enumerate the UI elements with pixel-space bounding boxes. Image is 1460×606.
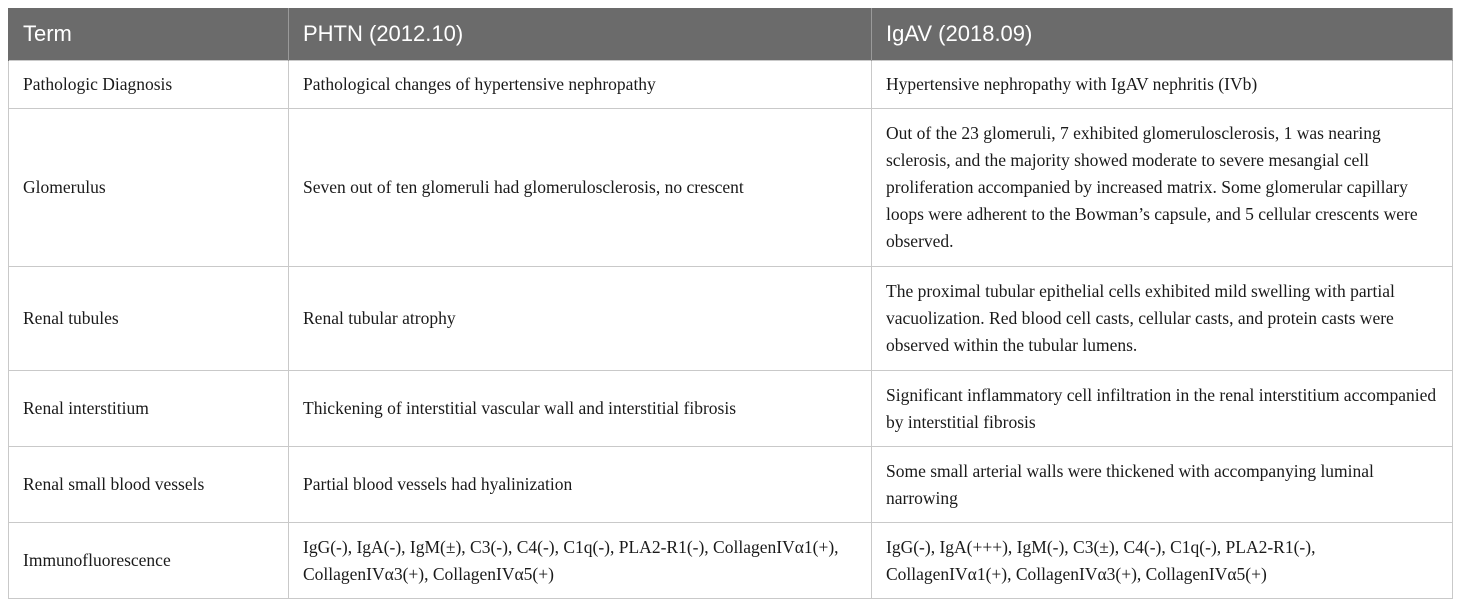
igav-cell: The proximal tubular epithelial cells exhibited mild swelling with partial vacuolization. Red blood cell casts, cellular casts, and protein casts were observed within the tubular lumens. [872,267,1453,371]
phtn-cell: Pathological changes of hypertensive nephropathy [289,61,872,109]
phtn-cell: IgG(-), IgA(-), IgM(±), C3(-), C4(-), C1q(-), PLA2-R1(-), CollagenIVα1(+), CollagenIVα3(+), CollagenIVα5(+) [289,523,872,599]
comparison-table [8,8,1453,599]
phtn-cell: Thickening of interstitial vascular wall and interstitial fibrosis [289,371,872,447]
comparison-table-container [8,8,1452,599]
phtn-cell: Renal tubular atrophy [289,267,872,371]
term-cell: Immunofluorescence [9,523,289,599]
igav-cell: IgG(-), IgA(+++), IgM(-), C3(±), C4(-), C1q(-), PLA2-R1(-), CollagenIVα1(+), CollagenIVα3(+), CollagenIVα5(+) [872,523,1453,599]
igav-cell: Out of the 23 glomeruli, 7 exhibited glomerulosclerosis, 1 was nearing sclerosis, and the majority showed moderate to severe mesangial cell proliferation accompanied by increased matrix. Some glomerular capillary loops were adherent to the Bowman’s capsule, and 5 cellular crescents were observed. [872,109,1453,267]
table-row [9,523,1453,599]
term-cell: Glomerulus [9,109,289,267]
header-term: Term [9,8,289,61]
table-row [9,371,1453,447]
igav-cell: Some small arterial walls were thickened with accompanying luminal narrowing [872,447,1453,523]
header-igav: IgAV (2018.09) [872,8,1453,61]
table-row [9,61,1453,109]
term-cell: Renal tubules [9,267,289,371]
table-body [9,61,1453,599]
table-row [9,109,1453,267]
phtn-cell: Partial blood vessels had hyalinization [289,447,872,523]
term-cell: Renal interstitium [9,371,289,447]
header-row [9,8,1453,61]
phtn-cell: Seven out of ten glomeruli had glomerulosclerosis, no crescent [289,109,872,267]
table-row [9,447,1453,523]
table-row [9,267,1453,371]
table-header [9,8,1453,61]
igav-cell: Hypertensive nephropathy with IgAV nephritis (IVb) [872,61,1453,109]
term-cell: Renal small blood vessels [9,447,289,523]
header-phtn: PHTN (2012.10) [289,8,872,61]
term-cell: Pathologic Diagnosis [9,61,289,109]
igav-cell: Significant inflammatory cell infiltration in the renal interstitium accompanied by interstitial fibrosis [872,371,1453,447]
